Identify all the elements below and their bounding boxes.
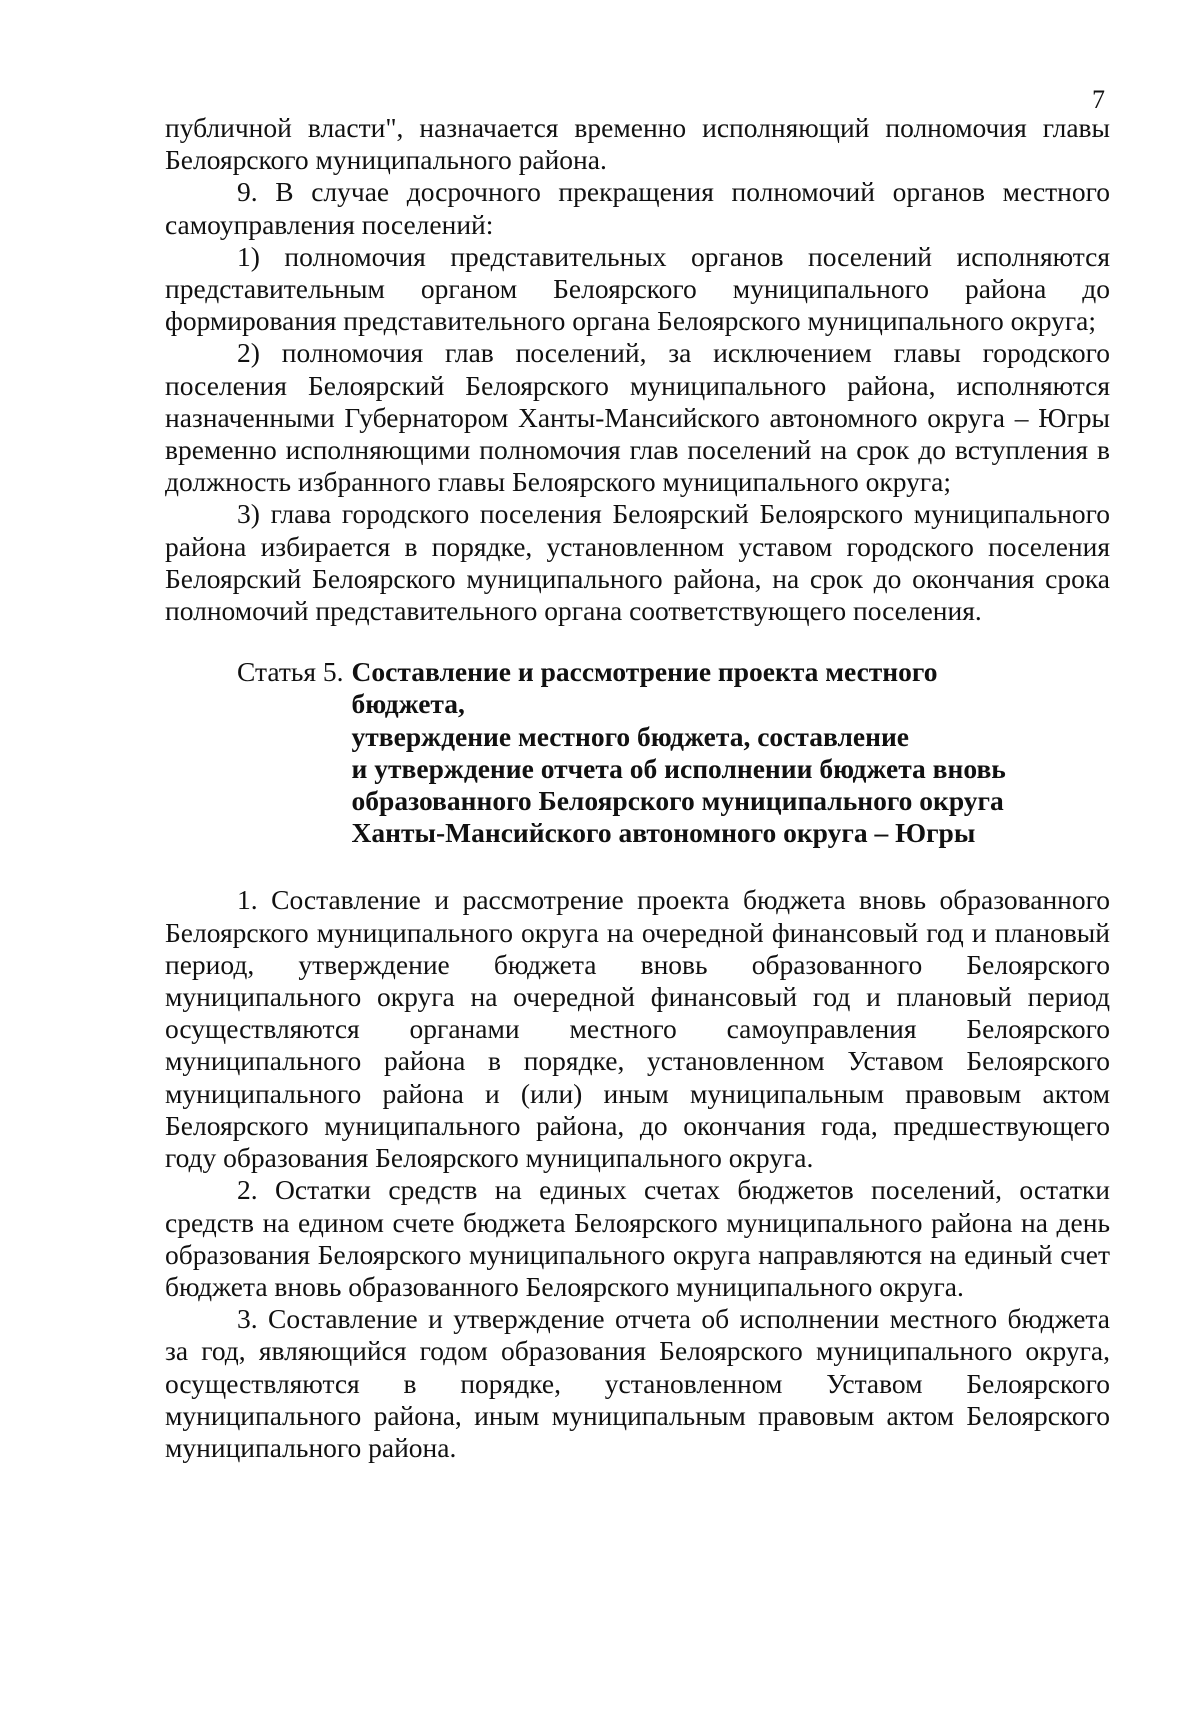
paragraph-subitem-2: 2) полномочия глав поселений, за исключением главы городского поселения Белоярский Белоярского муниципального района, исполняются назначенными Губернатором Ханты-Мансийского автономного округа – Югры временно исполняющими полномочия глав поселений на срок до вступления в должность избранного главы Белоярского муниципального округа;: [165, 337, 1110, 498]
paragraph-article5-item-2: 2. Остатки средств на единых счетах бюджетов поселений, остатки средств на едином счете бюджета Белоярского муниципального района на день образования Белоярского муниципального округа направляются на единый счет бюджета вновь образованного Белоярского муниципального округа.: [165, 1174, 1110, 1302]
article-title: [352, 656, 1042, 849]
article-title-line: Ханты-Мансийского автономного округа – Югры: [351, 817, 976, 849]
paragraph-article5-item-3: 3. Составление и утверждение отчета об исполнении местного бюджета за год, являющийся годом образования Белоярского муниципального округа, осуществляются в порядке, установленном Уставом Белоярского муниципального района, иным муниципальным правовым актом Белоярского муниципального района.: [165, 1303, 1110, 1463]
article-title-line: Составление и рассмотрение проекта местного бюджета,: [351, 656, 938, 720]
page-number: 7: [1092, 85, 1105, 114]
document-body: [165, 112, 1110, 1464]
paragraph-subitem-3: 3) глава городского поселения Белоярский Белоярского муниципального района избирается в порядке, установленном уставом городского поселения Белоярский Белоярского муниципального района, на срок до окончания срока полномочий представительного органа соответствующего поселения.: [165, 498, 1110, 627]
paragraph-item-9: 9. В случае досрочного прекращения полномочий органов местного самоуправления поселений:: [165, 176, 1110, 240]
article-title-line: и утверждение отчета об исполнении бюджета вновь: [351, 752, 1006, 784]
article-title-line: утверждение местного бюджета, составление: [351, 720, 909, 752]
article-number: Статья 5.: [237, 656, 344, 688]
paragraph-subitem-1: 1) полномочия представительных органов поселений исполняются представительным органом Белоярского муниципального района до формирования представительного органа Белоярского муниципального округа;: [165, 240, 1110, 337]
article-title-line: образованного Белоярского муниципального округа: [351, 785, 1004, 817]
paragraph-continuation: публичной власти", назначается временно исполняющий полномочия главы Белоярского муниципального района.: [165, 112, 1110, 176]
article-heading: [165, 656, 1110, 849]
paragraph-article5-item-1: 1. Составление и рассмотрение проекта бюджета вновь образованного Белоярского муниципального округа на очередной финансовый год и плановый период, утверждение бюджета вновь образованного Белоярского муниципального округа на очередной финансовый год и плановый период осуществляются органами местного самоуправления Белоярского муниципального района в порядке, установленном Уставом Белоярского муниципального района и (или) иным муниципальным правовым актом Белоярского муниципального района, до окончания года, предшествующего году образования Белоярского муниципального округа.: [165, 884, 1110, 1174]
